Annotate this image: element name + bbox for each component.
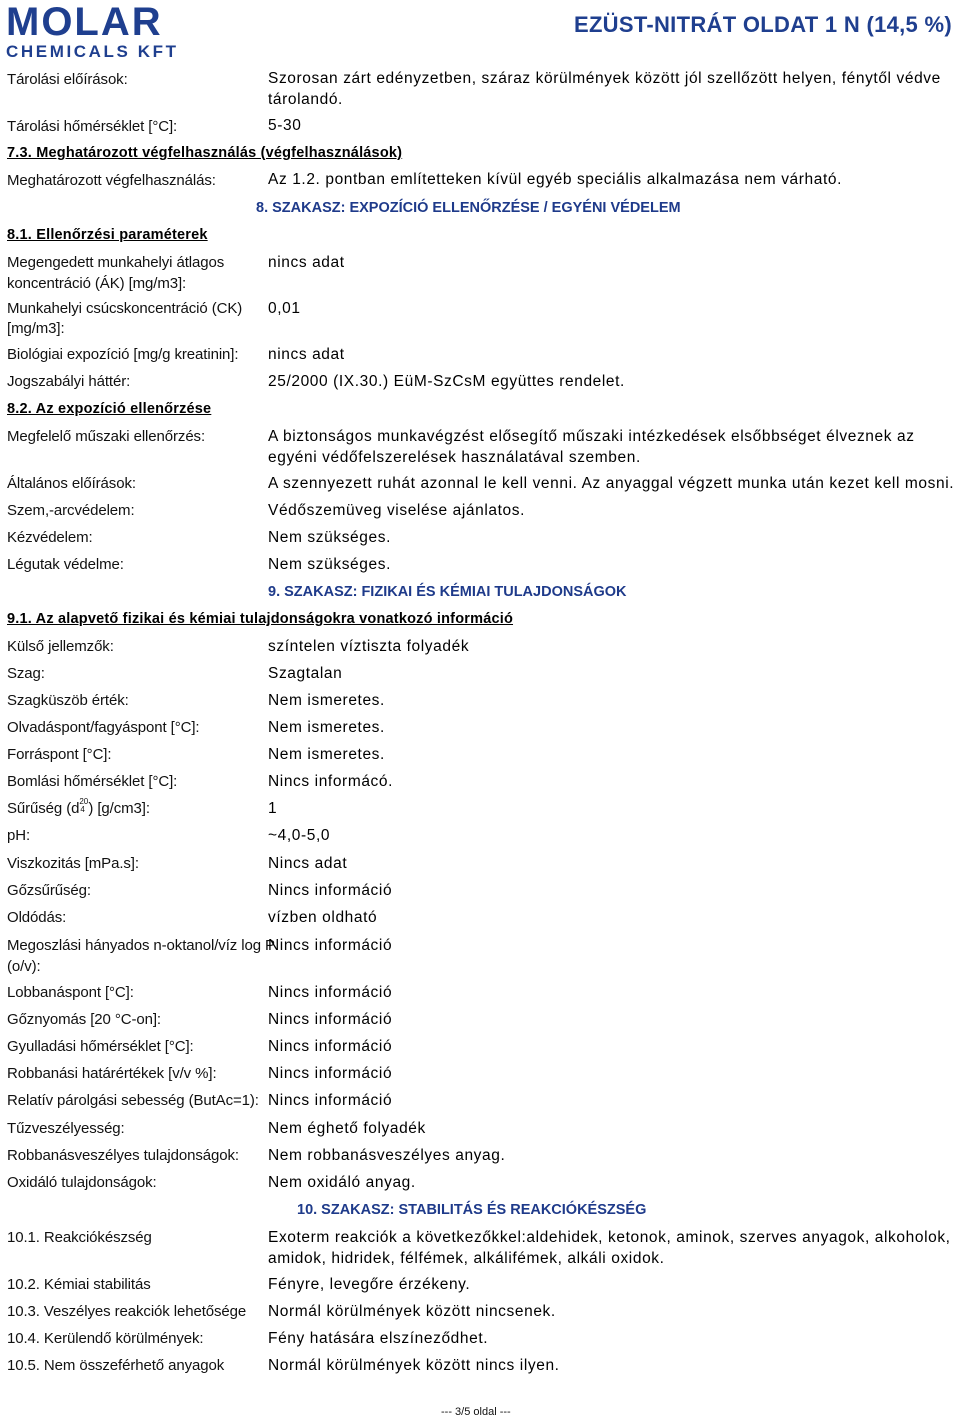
property-value: vízben oldható bbox=[268, 909, 378, 926]
property-value: 1 bbox=[268, 800, 278, 817]
property-value: Nincs információ bbox=[268, 1092, 393, 1109]
logo-sub-text: CHEMICALS KFT bbox=[6, 42, 179, 61]
reactivity-value-2: amidok, hidridek, félfémek, alkálifémek, alkáli oxidok. bbox=[268, 1250, 665, 1267]
property-label: Megoszlási hányados n-oktanol/víz log P bbox=[7, 937, 275, 954]
ak-label-1: Megengedett munkahelyi átlagos bbox=[7, 254, 225, 271]
reactivity-label: 10.1. Reakciókészség bbox=[7, 1229, 152, 1246]
hand-protection-label: Kézvédelem: bbox=[7, 529, 93, 546]
storage-conditions-value-1: Szorosan zárt edényzetben, száraz körülmények között jól szellőzött helyen, fénytől védve bbox=[268, 70, 941, 87]
property-value: színtelen víztiszta folyadék bbox=[268, 638, 470, 655]
incompatible-materials-label: 10.5. Nem összeférhető anyagok bbox=[7, 1357, 225, 1374]
property-label: Bomlási hőmérséklet [°C]: bbox=[7, 773, 178, 790]
property-value: Nem robbanásveszélyes anyag. bbox=[268, 1147, 506, 1164]
property-label: Külső jellemzők: bbox=[7, 638, 114, 655]
section-10-title: 10. SZAKASZ: STABILITÁS ÉS REAKCIÓKÉSZSÉG bbox=[297, 1202, 647, 1218]
property-label: Oldódás: bbox=[7, 909, 67, 926]
property-label: Szagküszöb érték: bbox=[7, 692, 129, 709]
document-title: EZÜST-NITRÁT OLDAT 1 N (14,5 %) bbox=[573, 12, 952, 37]
property-value: Nincs információ bbox=[268, 1065, 393, 1082]
conditions-to-avoid-value: Fény hatására elszíneződhet. bbox=[268, 1330, 489, 1347]
law-value: 25/2000 (IX.30.) EüM-SzCsM együttes rendelet. bbox=[268, 373, 625, 390]
property-value: Nem oxidáló anyag. bbox=[268, 1174, 416, 1191]
tech-control-value-2: egyéni védőfelszerelések használatával szemben. bbox=[268, 449, 641, 466]
property-label: Forráspont [°C]: bbox=[7, 746, 112, 763]
respiratory-protection-label: Légutak védelme: bbox=[7, 556, 124, 573]
density-sub: 4 bbox=[80, 805, 85, 814]
property-label: Lobbanáspont [°C]: bbox=[7, 984, 134, 1001]
density-label bbox=[7, 797, 150, 817]
property-label: pH: bbox=[7, 827, 31, 844]
section-7-3-heading: 7.3. Meghatározott végfelhasználás (végfelhasználások) bbox=[7, 145, 403, 161]
tech-control-value-1: A biztonságos munkavégzést elősegítő műszaki intézkedések elsőbbséget élveznek az bbox=[268, 428, 915, 445]
page-number: --- 3/5 oldal --- bbox=[441, 1406, 511, 1418]
property-value: Nincs információ bbox=[268, 1038, 393, 1055]
property-value: Nincs információ bbox=[268, 984, 393, 1001]
general-rules-value: A szennyezett ruhát azonnal le kell venni. Az anyaggal végzett munka után kezet kell mosni. bbox=[268, 475, 955, 492]
ck-label-1: Munkahelyi csúcskoncentráció (CK) bbox=[7, 300, 243, 317]
logo-main-text: MOLAR bbox=[6, 0, 163, 44]
incompatible-materials-value: Normál körülmények között nincs ilyen. bbox=[268, 1357, 560, 1374]
property-label: Relatív párolgási sebesség (ButAc=1): bbox=[7, 1092, 259, 1109]
property-label-cont: (o/v): bbox=[7, 958, 41, 975]
property-value: Nincs információ bbox=[268, 882, 393, 899]
property-value: Nincs informácó. bbox=[268, 773, 394, 790]
property-label: Robbanásveszélyes tulajdonságok: bbox=[7, 1147, 239, 1164]
hazardous-reactions-value: Normál körülmények között nincsenek. bbox=[268, 1303, 556, 1320]
conditions-to-avoid-label: 10.4. Kerülendő körülmények: bbox=[7, 1330, 204, 1347]
respiratory-protection-value: Nem szükséges. bbox=[268, 556, 391, 573]
density-label-start: Sűrűség (d bbox=[7, 800, 80, 817]
stability-label: 10.2. Kémiai stabilitás bbox=[7, 1276, 151, 1293]
section-8-2-heading: 8.2. Az expozíció ellenőrzése bbox=[7, 401, 212, 417]
storage-temp-value: 5-30 bbox=[268, 117, 302, 134]
density-label-end: ) [g/cm3]: bbox=[88, 800, 150, 817]
property-label: Gőzsűrűség: bbox=[7, 882, 91, 899]
ck-label-2: [mg/m3]: bbox=[7, 320, 65, 337]
law-label: Jogszabályi háttér: bbox=[7, 373, 131, 390]
section-8-title: 8. SZAKASZ: EXPOZÍCIÓ ELLENŐRZÉSE / EGYÉNI VÉDELEM bbox=[256, 200, 681, 216]
storage-conditions-value-2: tárolandó. bbox=[268, 91, 343, 108]
property-value: Szagtalan bbox=[268, 665, 343, 682]
property-value: Nem ismeretes. bbox=[268, 746, 385, 763]
bio-value: nincs adat bbox=[268, 346, 345, 363]
property-value: Nincs információ bbox=[268, 1011, 393, 1028]
end-use-label: Meghatározott végfelhasználás: bbox=[7, 172, 216, 189]
property-value: Nincs információ bbox=[268, 937, 393, 954]
hazardous-reactions-label: 10.3. Veszélyes reakciók lehetősége bbox=[7, 1303, 247, 1320]
ak-label-2: koncentráció (ÁK) [mg/m3]: bbox=[7, 275, 187, 292]
property-label: Oxidáló tulajdonságok: bbox=[7, 1174, 157, 1191]
storage-temp-label: Tárolási hőmérséklet [°C]: bbox=[7, 118, 178, 135]
stability-value: Fényre, levegőre érzékeny. bbox=[268, 1276, 471, 1293]
property-value: ~4,0-5,0 bbox=[268, 827, 331, 844]
property-value: Nincs adat bbox=[268, 855, 348, 872]
section-9-1-heading: 9.1. Az alapvető fizikai és kémiai tulajdonságokra vonatkozó információ bbox=[7, 611, 514, 627]
eye-protection-label: Szem,-arcvédelem: bbox=[7, 502, 135, 519]
eye-protection-value: Védőszemüveg viselése ajánlatos. bbox=[268, 502, 526, 519]
company-logo bbox=[6, 2, 179, 60]
ck-value: 0,01 bbox=[268, 300, 301, 317]
section-8-1-heading: 8.1. Ellenőrzési paraméterek bbox=[7, 227, 208, 243]
reactivity-value-1: Exoterm reakciók a következőkkel:aldehidek, ketonok, aminok, szerves anyagok, alkoholok, bbox=[268, 1229, 951, 1246]
hand-protection-value: Nem szükséges. bbox=[268, 529, 391, 546]
general-rules-label: Általános előírások: bbox=[7, 475, 136, 492]
section-9-title: 9. SZAKASZ: FIZIKAI ÉS KÉMIAI TULAJDONSÁGOK bbox=[268, 584, 627, 600]
property-value: Nem ismeretes. bbox=[268, 719, 385, 736]
property-label: Olvadáspont/fagyáspont [°C]: bbox=[7, 719, 200, 736]
property-label: Robbanási határértékek [v/v %]: bbox=[7, 1065, 217, 1082]
density-sup: 20 bbox=[79, 797, 89, 806]
bio-label: Biológiai expozíció [mg/g kreatinin]: bbox=[7, 346, 239, 363]
ak-value: nincs adat bbox=[268, 254, 345, 271]
property-label: Gyulladási hőmérséklet [°C]: bbox=[7, 1038, 194, 1055]
property-value: Nem ismeretes. bbox=[268, 692, 385, 709]
property-label: Gőznyomás [20 °C-on]: bbox=[7, 1011, 161, 1028]
property-label: Viszkozitás [mPa.s]: bbox=[7, 855, 139, 872]
end-use-value: Az 1.2. pontban említetteken kívül egyéb speciális alkalmazása nem várható. bbox=[268, 171, 843, 188]
storage-conditions-label: Tárolási előírások: bbox=[7, 71, 128, 88]
tech-control-label: Megfelelő műszaki ellenőrzés: bbox=[7, 428, 206, 445]
property-value: Nem éghető folyadék bbox=[268, 1120, 426, 1137]
property-label: Szag: bbox=[7, 665, 45, 682]
property-label: Tűzveszélyesség: bbox=[7, 1120, 125, 1137]
